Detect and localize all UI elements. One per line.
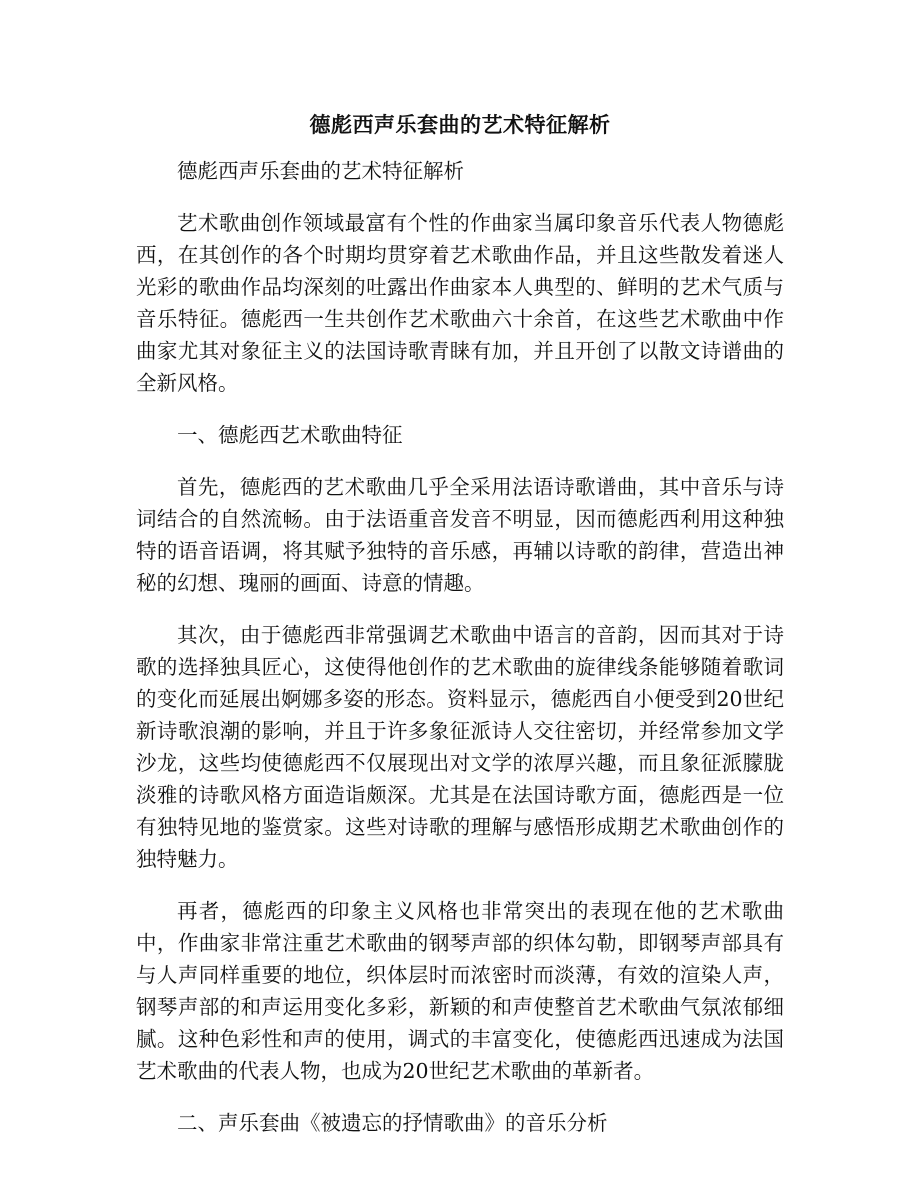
intro-paragraph: 艺术歌曲创作领域最富有个性的作曲家当属印象音乐代表人物德彪西，在其创作的各个时期均贯穿着艺术歌曲作品，并且这些散发着迷人光彩的歌曲作品均深刻的吐露出作曲家本人典型的、鲜明的艺术气质与音乐特征。德彪西一生共创作艺术歌曲六十余首，在这些艺术歌曲中作曲家尤其对象征主义的法国诗歌青睐有加，并且开创了以散文诗谱曲的全新风格。 [136, 211, 784, 395]
section-heading-1: 一、德彪西艺术歌曲特征 [177, 423, 403, 447]
subtitle-paragraph: 德彪西声乐套曲的艺术特征解析 [177, 159, 464, 183]
document-title: 德彪西声乐套曲的艺术特征解析 [309, 112, 611, 137]
section-heading-2: 二、声乐套曲《被遗忘的抒情歌曲》的音乐分析 [177, 1111, 608, 1135]
document-body [136, 155, 784, 1159]
body-paragraph-2: 其次，由于德彪西非常强调艺术歌曲中语言的音韵，因而其对于诗歌的选择独具匠心，这使得他创作的艺术歌曲的旋律线条能够随着歌词的变化而延展出婀娜多姿的形态。资料显示，德彪西自小便受到20世纪新诗歌浪潮的影响，并且于许多象征派诗人交往密切，并经常参加文学沙龙，这些均使德彪西不仅展现出对文学的浓厚兴趣，而且象征派朦胧淡雅的诗歌风格方面造诣颇深。尤其是在法国诗歌方面，德彪西是一位有独特见地的鉴赏家。这些对诗歌的理解与感悟形成期艺术歌曲创作的独特魅力。 [136, 623, 784, 871]
body-paragraph-1: 首先，德彪西的艺术歌曲几乎全采用法语诗歌谱曲，其中音乐与诗词结合的自然流畅。由于法语重音发音不明显，因而德彪西利用这种独特的语音语调，将其赋予独特的音乐感，再辅以诗歌的韵律，营造出神秘的幻想、瑰丽的画面、诗意的情趣。 [136, 475, 784, 595]
body-paragraph-3: 再者，德彪西的印象主义风格也非常突出的表现在他的艺术歌曲中，作曲家非常注重艺术歌曲的钢琴声部的织体勾勒，即钢琴声部具有与人声同样重要的地位，织体层时而浓密时而淡薄，有效的渲染人声，钢琴声部的和声运用变化多彩，新颖的和声使整首艺术歌曲气氛浓郁细腻。这种色彩性和声的使用，调式的丰富变化，使德彪西迅速成为法国艺术歌曲的代表人物，也成为20世纪艺术歌曲的革新者。 [136, 899, 784, 1083]
